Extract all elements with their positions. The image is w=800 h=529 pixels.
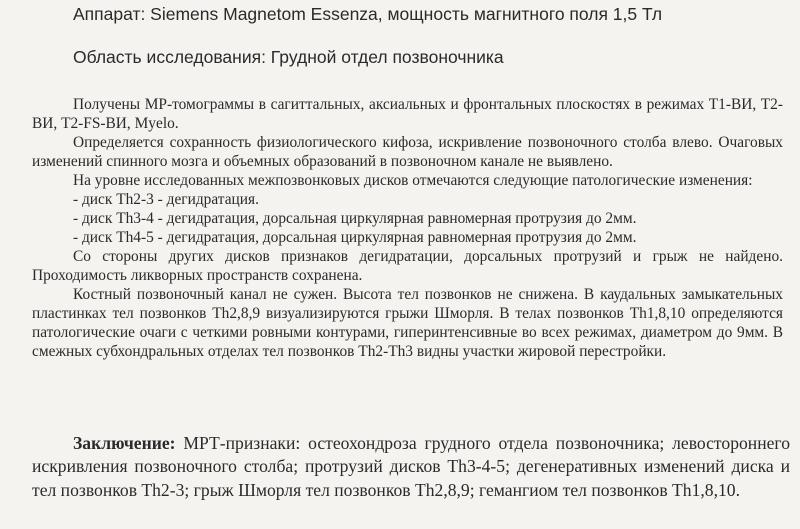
findings	[32, 95, 783, 361]
disc-item: - диск Th3-4 - дегидратация, дорсальная циркулярная равномерная протрузия до 2мм.	[73, 210, 637, 227]
disc-item: - диск Th4-5 - дегидратация, дорсальная циркулярная равномерная протрузия до 2мм.	[73, 229, 637, 246]
conclusion-label: Заключение:	[73, 433, 176, 453]
device-line: Аппарат: Siemens Magnetom Essenza, мощность магнитного поля 1,5 Тл	[73, 4, 663, 24]
vertebrae-paragraph: Костный позвоночный канал не сужен. Высота тел позвонков не снижена. В каудальных замыкательных пластинках тел позвонков Th2,8,9 визуализируются грыжи Шморля. В телах позвонков Th1,8,10 определяются патологические очаги с четкими ровными контурами, гиперинтенсивные во всех режимах, диаметром до 9мм. В смежных субхондральных отделах тел позвонков Th2-Th3 видны участки жировой перестройки.	[32, 286, 783, 360]
conclusion	[32, 432, 790, 502]
discs-intro-paragraph: На уровне исследованных межпозвонковых дисков отмечаются следующие патологические изменения:	[73, 172, 753, 189]
spine-paragraph: Определяется сохранность физиологического кифоза, искривление позвоночного столба влево. Очаговых изменений спинного мозга и объемных образований в позвоночном канале не выявлено.	[32, 134, 783, 170]
conclusion-text: МРТ-признаки: остеохондроза грудного отдела позвоночника; левостороннего искривления позвоночного столба; протрузий дисков Th3-4-5; дегенеративных изменений диска и тел позвонков Th2-3; грыж Шморля тел позвонков Th2,8,9; гемангиом тел позвонков Th1,8,10.	[32, 433, 790, 500]
study-region-line: Область исследования: Грудной отдел позвоночника	[73, 47, 504, 67]
disc-item: - диск Th2-3 - дегидратация.	[73, 191, 259, 208]
other-discs-paragraph: Со стороны других дисков признаков дегидратации, дорсальных протрузий и грыж не найдено. Проходимость ликворных пространств сохранена.	[32, 248, 783, 284]
protocol-paragraph: Получены МР-томограммы в сагиттальных, аксиальных и фронтальных плоскостях в режимах Т1-ВИ, Т2-ВИ, T2-FS-ВИ, Myelo.	[32, 96, 783, 132]
